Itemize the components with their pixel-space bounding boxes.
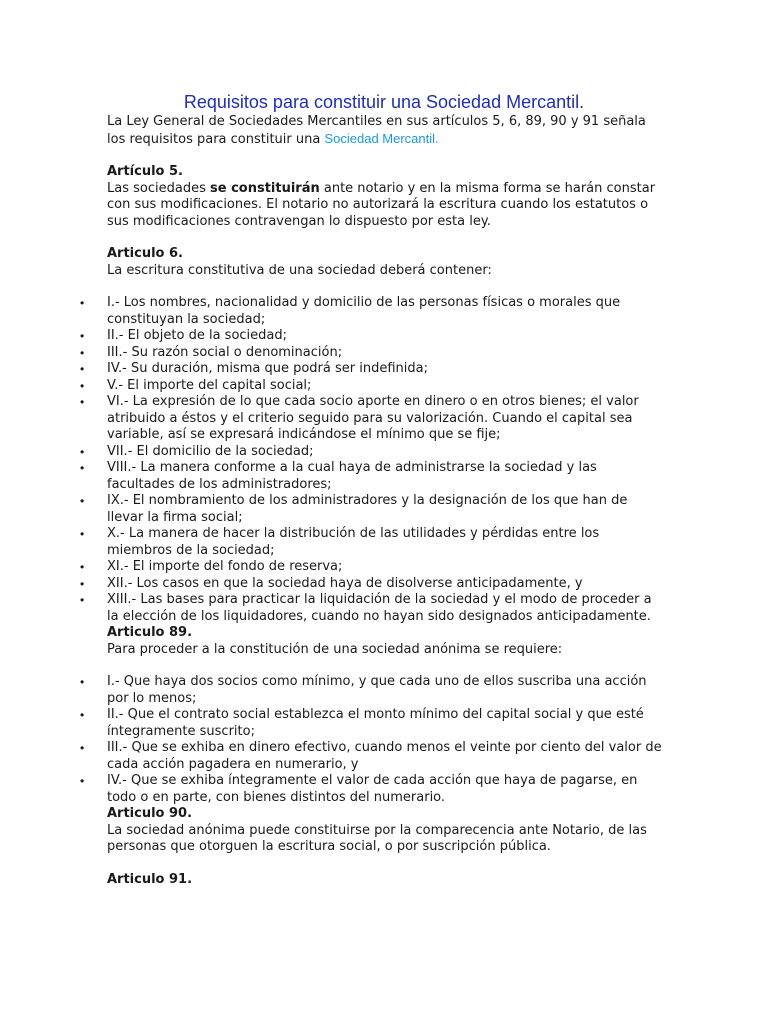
list-item: [80, 344, 667, 362]
bullet-icon: •: [80, 362, 85, 376]
list-item: [80, 443, 667, 461]
bullet-icon: •: [80, 774, 85, 788]
list-item-text: XI.- El importe del fondo de reserva;: [107, 559, 343, 574]
article-6-list: [80, 295, 667, 625]
list-item: [80, 740, 667, 773]
bullet-icon: •: [80, 378, 85, 393]
list-item-text: VI.- La expresión de lo que cada socio aporte en dinero o en otros bienes; el valor atribuido a éstos y el criterio seguido para su valorización. Cuando el capital sea variable, así se expresará indicándose el mínimo que se fije;: [107, 394, 639, 442]
bullet-icon: •: [80, 296, 85, 310]
bullet-icon: •: [80, 675, 85, 689]
bullet-icon: •: [80, 395, 85, 409]
list-item: [80, 460, 667, 493]
list-item-text: IX.- El nombramiento de los administradores y la designación de los que han de llevar la firma social;: [107, 493, 628, 525]
article-6-lead: La escritura constitutiva de una sociedad deberá contener:: [107, 262, 492, 278]
list-item: [80, 773, 667, 806]
spacer: [107, 279, 667, 295]
bullet-icon: •: [80, 741, 85, 755]
list-item-text: VII.- El domicilio de la sociedad;: [107, 443, 314, 459]
list-item-text: III.- Su razón social o denominación;: [107, 344, 343, 360]
list-item-text: VIII.- La manera conforme a la cual haya de administrarse la sociedad y las facultades de los administradores;: [107, 460, 597, 492]
list-item: [80, 394, 667, 444]
list-item-text: I.- Los nombres, nacionalidad y domicilio de las personas físicas o morales que constituyan la sociedad;: [107, 295, 621, 327]
list-item-text: III.- Que se exhiba en dinero efectivo, cuando menos el veinte por ciento del valor de cada acción pagadera en numerario, y: [107, 740, 662, 772]
list-item-text: IV.- Que se exhiba íntegramente el valor de cada acción que haya de pagarse, en todo o en parte, con bienes distintos del numerario.: [107, 773, 638, 805]
list-item-text: IV.- Su duración, misma que podrá ser indefinida;: [107, 361, 428, 376]
list-item: [80, 674, 667, 707]
list-item-text: I.- Que haya dos socios como mínimo, y que cada uno de ellos suscriba una acción por lo menos;: [107, 674, 647, 706]
intro-text: La Ley General de Sociedades Mercantiles en sus artículos 5, 6, 89, 90 y 91 señala los requisitos para constituir una: [107, 114, 646, 147]
spacer: [107, 230, 667, 246]
list-item: [80, 328, 667, 345]
article-5-text-bold: se constituirán: [209, 180, 320, 196]
bullet-icon: •: [80, 444, 85, 459]
list-item-text: XIII.- Las bases para practicar la liquidación de la sociedad y el modo de proceder a la elección de los liquidadores, cuando no hayan sido designados anticipadamente.: [107, 592, 652, 624]
list-item: [80, 526, 667, 559]
article-89-heading: Articulo 89.: [107, 625, 193, 640]
list-item-text: X.- La manera de hacer la distribución de las utilidades y pérdidas entre los miembros de la sociedad;: [107, 526, 600, 558]
list-item-text: II.- El objeto de la sociedad;: [107, 328, 288, 343]
list-item-text: XII.- Los casos en que la sociedad haya de disolverse anticipadamente, y: [107, 575, 583, 591]
spacer: [107, 148, 667, 164]
list-item: [80, 575, 667, 593]
list-item: [80, 377, 667, 395]
bullet-icon: •: [80, 461, 85, 475]
list-item: [80, 493, 667, 526]
article-6-heading: Articulo 6.: [107, 246, 184, 261]
bullet-icon: •: [80, 345, 85, 360]
bullet-icon: •: [80, 576, 85, 591]
bullet-icon: •: [80, 593, 85, 607]
intro-paragraph: [107, 114, 667, 148]
article-89-lead: Para proceder a la constitución de una sociedad anónima se requiere:: [107, 641, 563, 657]
list-item: [80, 592, 667, 625]
article-91-heading: Articulo 91.: [107, 871, 193, 887]
list-item: [80, 559, 667, 576]
list-item-text: II.- Que el contrato social establezca el monto mínimo del capital social y que esté íntegramente suscrito;: [107, 707, 644, 739]
article-5-text-end: ante notario y en la misma forma se harán constar con sus modificaciones. El notario no autorizará la escritura cuando los estatutos o sus modificaciones contravengan lo dispuesto por esta ley.: [107, 180, 656, 229]
article-5-text: [107, 181, 667, 231]
document-body: [80, 114, 667, 888]
article-90-heading: Articulo 90.: [107, 806, 193, 821]
page-title: Requisitos para constituir una Sociedad Mercantil.: [183, 92, 585, 112]
list-item: [80, 295, 667, 328]
article-89-list: [80, 674, 667, 806]
list-item: [80, 361, 667, 378]
article-90-text: La sociedad anónima puede constituirse por la comparecencia ante Notario, de las personas que otorguen la escritura social, o por suscripción pública.: [107, 822, 647, 854]
list-item: [80, 707, 667, 740]
bullet-icon: •: [80, 527, 85, 541]
list-item-text: V.- El importe del capital social;: [107, 377, 312, 393]
article-5-text-start: Las sociedades: [107, 180, 210, 196]
bullet-icon: •: [80, 708, 85, 722]
sociedad-mercantil-link[interactable]: Sociedad Mercantil.: [324, 130, 439, 146]
spacer: [107, 658, 667, 674]
bullet-icon: •: [80, 329, 85, 343]
spacer: [107, 856, 667, 872]
bullet-icon: •: [80, 494, 85, 508]
article-5-heading: Artículo 5.: [107, 164, 184, 179]
bullet-icon: •: [80, 560, 85, 574]
